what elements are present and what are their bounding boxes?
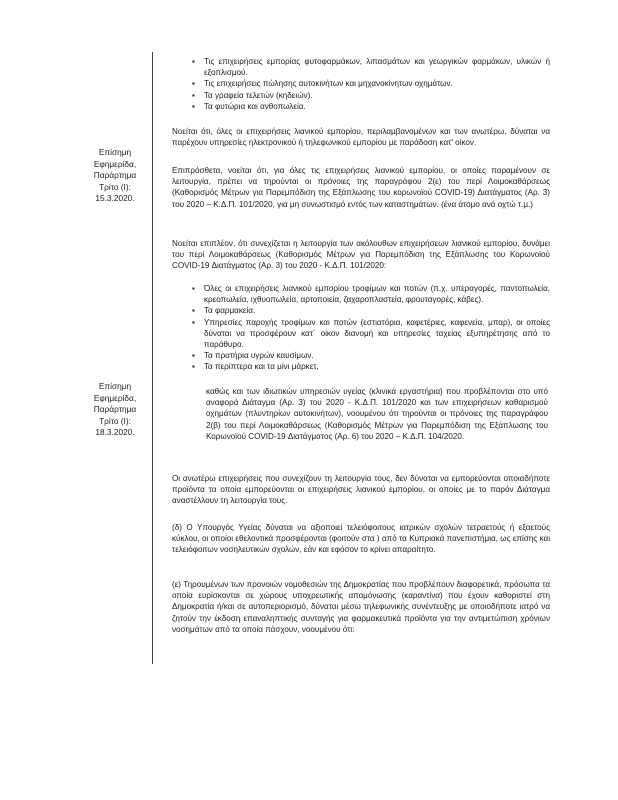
margin-line: Επίσημη	[98, 147, 132, 157]
list-item: ▪ Τα γραφεία τελετών (κηδειών).	[172, 90, 550, 101]
margin-line: Τρίτο (Ι):	[99, 181, 131, 192]
margin-note-gazette-1	[84, 147, 146, 205]
margin-line: Εφημερίδα,	[93, 392, 137, 403]
list-item: ▪ Τις επιχειρήσεις πώλησης αυτοκινήτων και μηχανοκίνητων οχημάτων.	[172, 78, 550, 89]
margin-line: Εφημερίδα,	[93, 158, 137, 169]
paragraph-restrictions: Οι ανωτέρω επιχειρήσεις που συνεχίζουν τη λειτουργία τους, δεν δύναται να εμπορεύονται οποιαδήποτε προϊόντα τα οποία εμπορεύονται οι επιχειρήσεις λιανικού εμπορίου, οι οποίες με το παρόν Διάταγμα αναστέλλουν τη λειτουργία τους.	[172, 474, 550, 506]
margin-line: Επίσημη	[98, 381, 132, 391]
margin-line: Παράρτημα	[93, 170, 137, 180]
list-item: ▪ Τα φαρμακεία.	[172, 305, 550, 316]
margin-line: 18.3.2020.	[95, 427, 135, 437]
margin-line: Τρίτο (Ι):	[99, 415, 131, 426]
margin-line: 15.3.2020.	[95, 193, 135, 203]
list-item: ▪ Τις επιχειρήσεις εμπορίας φυτοφαρμάκων, λιπασμάτων και γεωργικών φαρμάκων, υλικών ή εξοπλισμού.	[172, 56, 550, 78]
margin-line: Παράρτημα	[93, 404, 137, 414]
business-list-1	[172, 56, 550, 112]
margin-rule	[152, 52, 153, 664]
list-item: ▪ Όλες οι επιχειρήσεις λιανικού εμπορίου τροφίμων και ποτών (π.χ. υπεραγορές, παντοπωλεία, κρεοπωλεία, ιχθυοπωλεία, αρτοποιεία, ζαχαροπλαστεία, φρουταγορές, κάβες).	[172, 283, 550, 305]
list-item: ▪ Υπηρεσίες παροχής τροφίμων και ποτών (εστιατόρια, καφετέριες, καφενεία, μπαρ), οι οποίες δύναται να προσφέρουν κατ΄ οίκον διανομή και υπηρεσίες ταχείας εξυπηρέτησης από το παράθυρο.	[172, 317, 550, 351]
paragraph-clause-e: (ε) Τηρουμένων των προνοιών νομοθεσιών της Δημοκρατίας που προβλέπουν διαφορετικά, πρόσωπα τα οποία ευρίσκονται σε χώρους υποχρεωτικής απομόνωσης (καραντίνα) που έχουν καθοριστεί στη Δημοκρατία ή/και σε αυτοπεριορισμό, δύναται μέσω τηλεφωνικής συνέντευξης με οποιοδήποτε ιατρό να ζητούν την έκδοση επαναληπτικής συνταγής για φαρμακευτικά προϊόντα για την αντιμετώπιση χρόνιων νοσημάτων από τα οποία πάσχουν, νοουμένου ότι:	[172, 580, 550, 634]
list-item: ▪ Τα περίπτερα και τα μίνι μάρκετ,	[172, 361, 550, 372]
list-item: ▪ Τα φυτώρια και ανθοπωλεία.	[172, 101, 550, 112]
list-item: ▪ Τα πρατήρια υγρών καυσίμων.	[172, 350, 550, 361]
paragraph-crowding: Επιπρόσθετα, νοείται ότι, για όλες τις επιχειρήσεις λιανικού εμπορίου, οι οποίες παραμένουν σε λειτουργία, πρέπει να τηρούνται οι πρόνοιες της παραγράφου 2(ε) του περί Λοιμοκαθάρσεως (Καθορισμός Μέτρων για Παρεμπόδιση της Εξάπλωσης του κορωνοϊού COVID-19) Διατάγματος (Αρ. 3) του 2020 – Κ.Δ.Π. 101/2020, για μη συνωστισμό εντός των καταστημάτων. (ένα άτομο ανά οχτώ τ.μ.)	[172, 166, 550, 209]
paragraph-delivery: Νοείται ότι, όλες οι επιχειρήσεις λιανικού εμπορίου, περιλαμβανομένων και των ανωτέρω, δύναται να παρέχουν υπηρεσίες ηλεκτρονικού ή τηλεφωνικού εμπορίου με παράδοση κατ' οίκον.	[172, 127, 550, 148]
margin-note-gazette-2	[84, 381, 146, 439]
paragraph-continuing: Νοείται επιπλέον, ότι συνεχίζεται η λειτουργία των ακόλουθων επιχειρήσεων λιανικού εμπορίου, δυνάμει του περί Λοιμοκαθάρσεως (Καθορισμός Μέτρων για Παρεμπόδιση της Εξάπλωσης του Κορωνοϊού COVID-19 Διατάγματος (Αρ. 3) του 2020 - Κ.Δ.Π. 101/2020:	[172, 239, 550, 271]
paragraph-clause-d: (δ) Ο Υπουργός Υγείας δύναται να αξιοποιεί τελειόφοιτους ιατρικών σχολών τετραετούς ή εξαετούς κύκλου, οι οποίοι εθελοντικά προσφέρονται (φοιτούν στα ) από τα Κυπριακά πανεπιστήμια, ως επίσης και τελειόφοιτων νοσηλευτικών σχολών, εάν και εφόσον το κρίνει απαραίτητο.	[172, 523, 550, 555]
paragraph-health-services: καθώς και των ιδιωτικών υπηρεσιών υγείας (κλινικά εργαστήρια) που προβλέπονται στο υπό αναφορά Διάταγμα (Αρ. 3) του 2020 - Κ.Δ.Π. 101/2020 και των επιχειρήσεων καθαρισμού οχημάτων (πλυντηρίων αυτοκινήτων), νοουμένου ότι τηρούνται οι πρόνοιες της παραγράφου 2(β) του περί Λοιμοκαθάρσεως (Καθορισμός Μέτρων για Παρεμπόδιση της Εξάπλωσης του Κορωνοϊού COVID-19 Διατάγματος (Αρ. 6) του 2020 – Κ.Δ.Π. 104/2020.	[206, 387, 548, 441]
business-list-2	[172, 283, 550, 373]
